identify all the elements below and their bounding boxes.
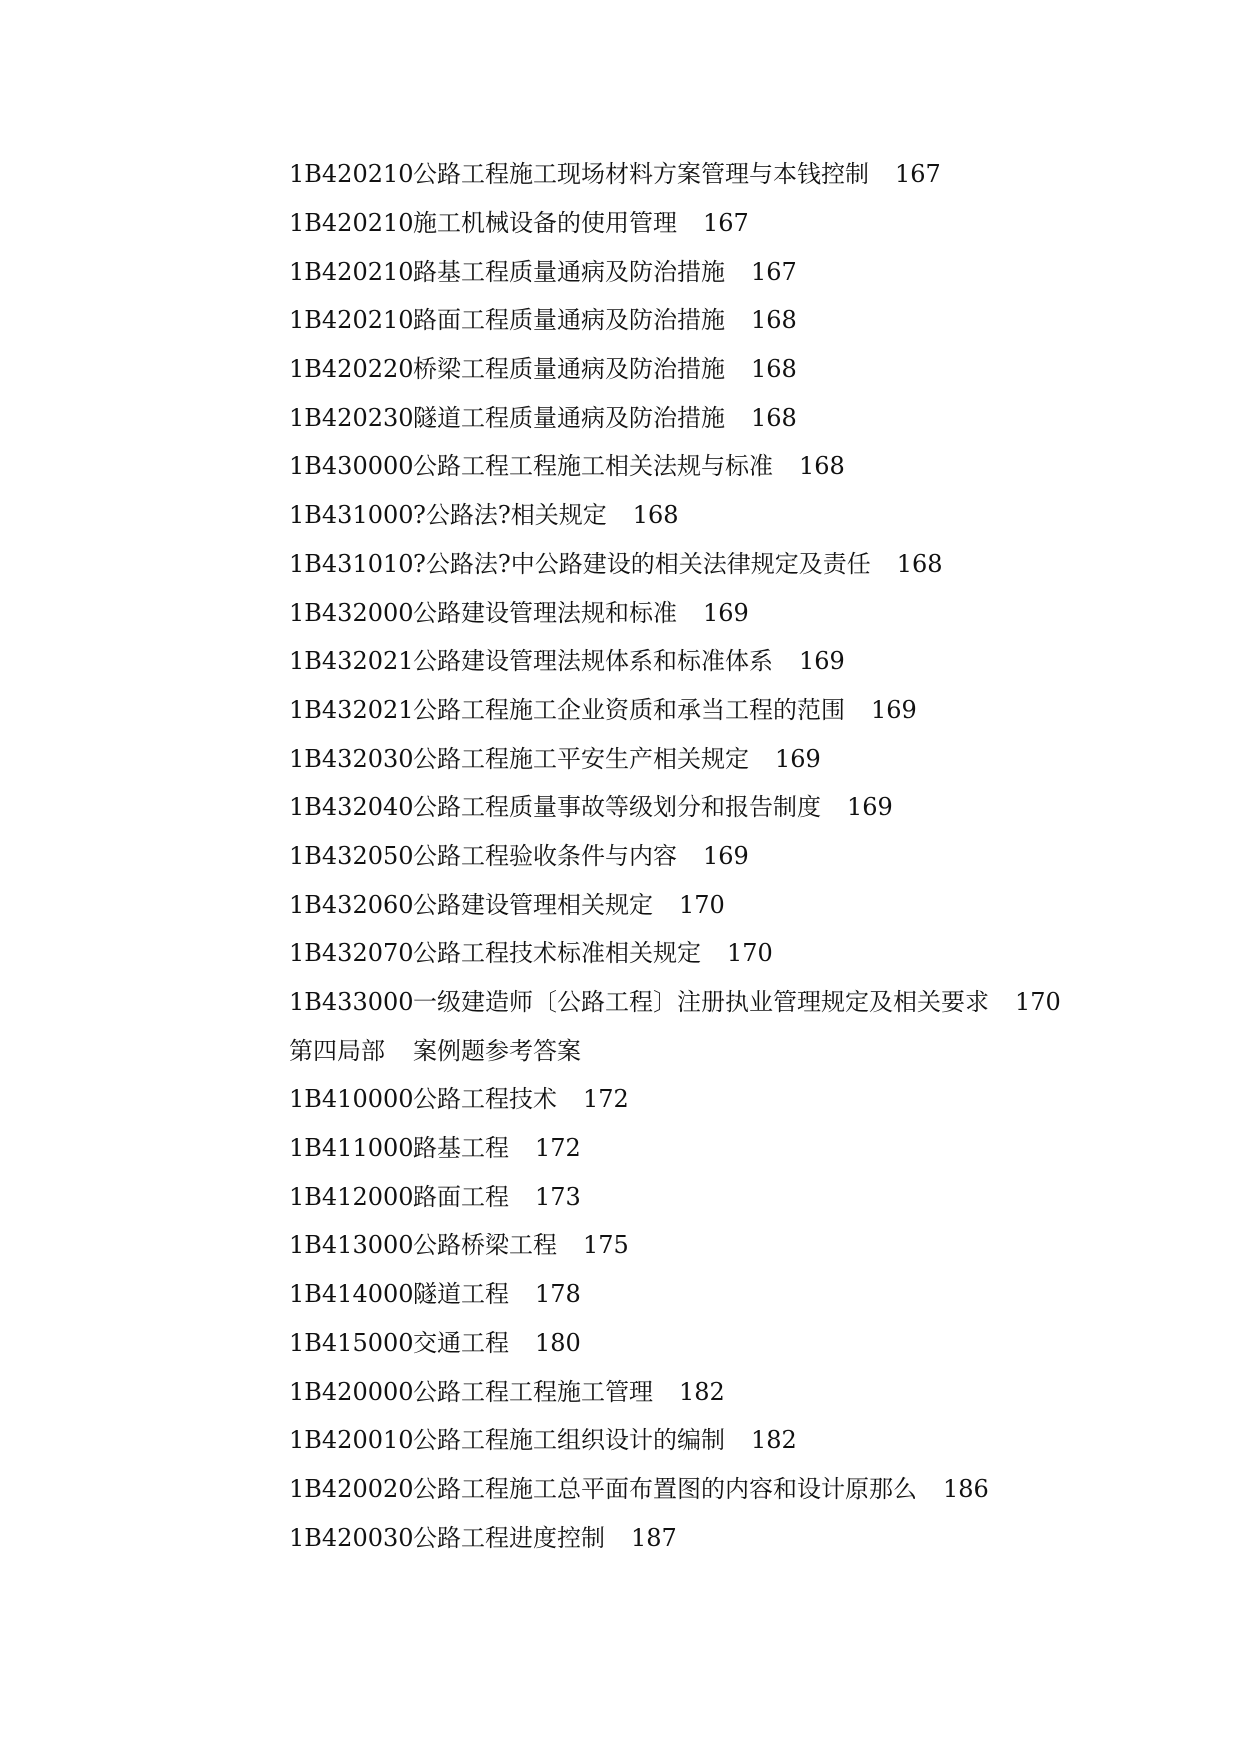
entry-code: 1B420210 — [289, 306, 414, 335]
entry-title: 一级建造师〔公路工程〕注册执业管理规定及相关要求 — [413, 988, 989, 1017]
entry-code: 1B432030 — [289, 744, 414, 773]
entry-page-number: 169 — [847, 793, 893, 822]
entry-code: 1B420000 — [289, 1377, 414, 1406]
toc-entry — [289, 686, 1189, 735]
entry-page-number: 173 — [535, 1182, 581, 1211]
entry-title: 桥梁工程质量通病及防治措施 — [413, 355, 725, 384]
toc-entry — [289, 637, 1189, 686]
toc-entry — [289, 1221, 1189, 1270]
entry-page-number: 170 — [679, 890, 725, 919]
entry-title: 路面工程 — [413, 1182, 509, 1211]
entry-title: 公路工程施工平安生产相关规定 — [413, 744, 749, 773]
toc-entry — [289, 1075, 1189, 1124]
entry-page-number: 169 — [799, 647, 845, 676]
entry-code: 1B414000 — [289, 1280, 414, 1309]
entry-code: 1B432021 — [289, 695, 414, 724]
toc-entry — [289, 247, 1189, 296]
entry-page-number: 182 — [751, 1426, 797, 1455]
entry-code: 1B411000 — [289, 1134, 414, 1163]
entry-code: 1B420220 — [289, 355, 414, 384]
entry-title: 公路工程施工企业资质和承当工程的范围 — [413, 695, 845, 724]
toc-entry — [289, 296, 1189, 345]
entry-page-number: 169 — [703, 598, 749, 627]
entry-title: 隧道工程 — [413, 1280, 509, 1309]
entry-page-number: 172 — [583, 1085, 629, 1114]
toc-entry — [289, 1465, 1189, 1514]
entry-page-number: 167 — [751, 257, 797, 286]
toc-entry — [289, 1124, 1189, 1173]
entry-page-number: 169 — [703, 841, 749, 870]
toc-entry — [289, 1513, 1189, 1562]
entry-code: 1B432000 — [289, 598, 414, 627]
entry-code: 1B412000 — [289, 1182, 414, 1211]
entry-page-number: 182 — [679, 1377, 725, 1406]
entry-code: 1B413000 — [289, 1231, 414, 1260]
entry-page-number: 187 — [631, 1523, 677, 1552]
entry-title: 路基工程质量通病及防治措施 — [413, 257, 725, 286]
entry-page-number: 180 — [535, 1328, 581, 1357]
entry-title: 公路工程进度控制 — [413, 1523, 605, 1552]
entry-page-number: 168 — [751, 403, 797, 432]
entry-title: 公路工程工程施工相关法规与标准 — [413, 452, 773, 481]
entry-page-number: 168 — [751, 355, 797, 384]
entry-code: 1B432021 — [289, 647, 414, 676]
entry-code: 1B420210 — [289, 209, 414, 238]
entry-code: 1B431000 — [289, 501, 414, 530]
section-label: 第四局部 — [289, 1036, 385, 1065]
entry-title: 公路工程施工组织设计的编制 — [413, 1426, 725, 1455]
entry-title: 隧道工程质量通病及防治措施 — [413, 403, 725, 432]
entry-title: 公路工程技术 — [413, 1085, 557, 1114]
toc-entry — [289, 1367, 1189, 1416]
entry-title: 公路建设管理法规体系和标准体系 — [413, 647, 773, 676]
entry-code: 1B410000 — [289, 1085, 414, 1114]
entry-code: 1B432050 — [289, 841, 414, 870]
entry-page-number: 169 — [871, 695, 917, 724]
toc-entry — [289, 393, 1189, 442]
entry-title: 施工机械设备的使用管理 — [413, 209, 677, 238]
entry-code: 1B420010 — [289, 1426, 414, 1455]
entry-code: 1B431010 — [289, 549, 414, 578]
entry-title: 公路工程施工现场材料方案管理与本钱控制 — [413, 160, 869, 189]
entry-page-number: 168 — [896, 549, 943, 578]
toc-entry — [289, 929, 1189, 978]
entry-page-number: 172 — [535, 1134, 581, 1163]
toc-entry — [289, 442, 1189, 491]
table-of-contents — [289, 150, 1189, 1562]
toc-entry — [289, 150, 1189, 199]
toc-entry — [289, 1172, 1189, 1221]
entry-page-number: 186 — [943, 1474, 989, 1503]
toc-entry — [289, 345, 1189, 394]
entry-title: 公路工程施工总平面布置图的内容和设计原那么 — [413, 1474, 917, 1503]
entry-code: 1B415000 — [289, 1328, 414, 1357]
toc-entry — [289, 734, 1189, 783]
entry-code: 1B432060 — [289, 890, 414, 919]
entry-title: 公路工程技术标准相关规定 — [413, 939, 701, 968]
toc-entry — [289, 1319, 1189, 1368]
toc-section-heading — [289, 1026, 1189, 1075]
entry-title: 路面工程质量通病及防治措施 — [413, 306, 725, 335]
entry-title: 路基工程 — [413, 1134, 509, 1163]
entry-title: ?公路法?相关规定 — [413, 501, 607, 530]
entry-code: 1B430000 — [289, 452, 414, 481]
entry-code: 1B420020 — [289, 1474, 414, 1503]
entry-title: 公路工程工程施工管理 — [413, 1377, 653, 1406]
entry-page-number: 167 — [895, 160, 941, 189]
entry-title: ?公路法?中公路建设的相关法律规定及责任 — [413, 549, 871, 578]
entry-code: 1B433000 — [289, 988, 414, 1017]
entry-code: 1B432070 — [289, 939, 414, 968]
entry-title: 公路桥梁工程 — [413, 1231, 557, 1260]
toc-entry — [289, 832, 1189, 881]
entry-page-number: 169 — [775, 744, 821, 773]
entry-title: 公路工程质量事故等级划分和报告制度 — [413, 793, 821, 822]
entry-page-number: 168 — [751, 306, 797, 335]
toc-entry — [289, 783, 1189, 832]
toc-entry — [289, 1416, 1189, 1465]
toc-entry — [289, 1270, 1189, 1319]
entry-page-number: 178 — [535, 1280, 581, 1309]
entry-page-number: 170 — [1015, 988, 1061, 1017]
toc-entry — [289, 880, 1189, 929]
entry-code: 1B420210 — [289, 160, 414, 189]
entry-code: 1B420030 — [289, 1523, 414, 1552]
entry-title: 公路工程验收条件与内容 — [413, 841, 677, 870]
entry-code: 1B420210 — [289, 257, 414, 286]
toc-entry — [289, 978, 1189, 1027]
entry-page-number: 167 — [703, 209, 749, 238]
entry-page-number: 170 — [727, 939, 773, 968]
entry-page-number: 168 — [799, 452, 845, 481]
toc-entry — [289, 491, 1189, 540]
entry-title: 公路建设管理法规和标准 — [413, 598, 677, 627]
entry-code: 1B432040 — [289, 793, 414, 822]
entry-page-number: 168 — [632, 501, 679, 530]
toc-entry — [289, 540, 1189, 589]
entry-page-number: 175 — [583, 1231, 629, 1260]
entry-title: 公路建设管理相关规定 — [413, 890, 653, 919]
entry-code: 1B420230 — [289, 403, 414, 432]
section-title: 案例题参考答案 — [413, 1036, 581, 1065]
toc-entry — [289, 588, 1189, 637]
toc-entry — [289, 199, 1189, 248]
entry-title: 交通工程 — [413, 1328, 509, 1357]
